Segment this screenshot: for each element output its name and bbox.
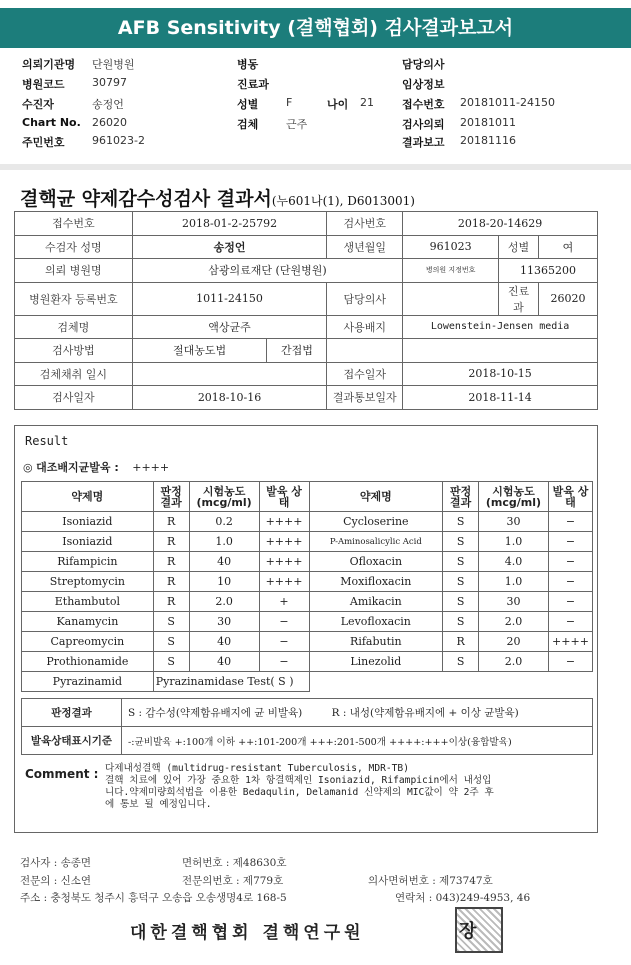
criteria-value	[122, 699, 593, 727]
info-label: 주민번호	[22, 136, 65, 149]
table-row	[15, 362, 598, 386]
info-label: 담당의사	[402, 58, 445, 71]
info-value: 30797	[92, 76, 127, 89]
judge-result: S	[153, 652, 189, 672]
drug-name: Prothionamide	[22, 652, 154, 672]
comment-label: Comment :	[25, 767, 99, 781]
info-value: 근주	[286, 118, 308, 131]
cell-label: 담당의사	[327, 282, 403, 315]
cell-label: 결과통보일자	[327, 386, 403, 410]
growth-status: −	[548, 652, 592, 672]
info-row	[0, 56, 631, 74]
col-header: 시험농도 (mcg/ml)	[479, 482, 549, 512]
table-row	[15, 315, 598, 339]
info-value: 21	[360, 96, 374, 109]
comment-line: 니다.약제미량희석법을 이용한 Bedaqulin, Delamanid 신약제의 MIC값이 약 2주 후	[105, 787, 494, 798]
info-value: F	[286, 96, 293, 109]
growth-status: −	[548, 572, 592, 592]
control-label: 대조배지균발육 :	[36, 461, 119, 474]
growth-status: ++++	[548, 632, 592, 652]
footer-row	[20, 890, 620, 906]
table-row	[22, 612, 593, 632]
cell-label: 접수번호	[15, 212, 133, 236]
growth-status: −	[548, 532, 592, 552]
judge-result: S	[443, 612, 479, 632]
test-concentration: 2.0	[189, 592, 259, 612]
cell-value: 액상균주	[132, 315, 327, 339]
seal-char: 장	[459, 921, 477, 942]
cell-label: 검사방법	[15, 339, 133, 363]
judge-result: S	[443, 572, 479, 592]
table-row	[15, 339, 598, 363]
test-concentration: 10	[189, 572, 259, 592]
cell-label: 사용배지	[327, 315, 403, 339]
result-heading: Result	[25, 434, 69, 448]
growth-status: +	[259, 592, 309, 612]
drug-name: Levofloxacin	[309, 612, 443, 632]
cell-value: 여	[538, 235, 597, 259]
info-value: 20181116	[460, 134, 516, 147]
drug-name: Cycloserine	[309, 512, 443, 532]
judge-result: S	[443, 512, 479, 532]
report-title-text: 결핵균 약제감수성검사 결과서	[20, 188, 272, 210]
cell-value: 1011-24150	[132, 282, 327, 315]
growth-status: −	[548, 592, 592, 612]
cell-label: 검체명	[15, 315, 133, 339]
col-header: 시험농도 (mcg/ml)	[189, 482, 259, 512]
info-label: 검체	[237, 118, 259, 131]
specialist: 전문의 : 신소연	[20, 875, 92, 887]
drug-name: Linezolid	[309, 652, 443, 672]
table-row	[15, 235, 598, 259]
info-value: 20181011-24150	[460, 96, 555, 109]
growth-status: −	[548, 552, 592, 572]
col-header: 판정 결과	[153, 482, 189, 512]
table-row	[22, 652, 593, 672]
inspector: 검사자 : 송종면	[20, 857, 92, 869]
table-row	[15, 282, 598, 315]
cell-label: 검체채취 일시	[15, 362, 133, 386]
cell-label: 의뢰 병원명	[15, 259, 133, 283]
drug-name: Amikacin	[309, 592, 443, 612]
judge-result: R	[153, 572, 189, 592]
cell-value: 961023	[403, 235, 499, 259]
info-label: Chart No.	[22, 116, 81, 129]
growth-criteria-label: 발육상태표시기준	[22, 727, 122, 755]
cell-value: 2018-10-15	[403, 362, 598, 386]
judge-result: S	[443, 592, 479, 612]
info-value: 961023-2	[92, 134, 145, 147]
table-row	[22, 672, 593, 692]
cell-value: 절대농도법	[132, 339, 267, 363]
cell-value: 송정언	[132, 235, 327, 259]
drug-name: Isoniazid	[22, 512, 154, 532]
growth-status: ++++	[259, 572, 309, 592]
info-row	[0, 76, 631, 94]
judge-result: S	[443, 552, 479, 572]
info-label: 검사의뢰	[402, 118, 445, 131]
info-row	[0, 116, 631, 134]
cell-label: 생년월일	[327, 235, 403, 259]
growth-status: ++++	[259, 552, 309, 572]
footer-row	[20, 855, 620, 871]
growth-status: ++++	[259, 512, 309, 532]
test-concentration: 1.0	[479, 572, 549, 592]
drug-name: Kanamycin	[22, 612, 154, 632]
test-concentration: 40	[189, 552, 259, 572]
growth-status: −	[259, 612, 309, 632]
comment-text	[105, 763, 595, 811]
test-concentration: 2.0	[479, 612, 549, 632]
cell-value: 26020	[538, 282, 597, 315]
criteria-r: R : 내성(약제함유배지에 + 이상 균발육)	[331, 707, 519, 719]
info-label: 나이	[327, 98, 349, 111]
cell-label: 병의원 지정번호	[403, 259, 499, 283]
doctor-license: 의사면허번호 : 제73747호	[368, 875, 493, 887]
cell-label: 진료과	[499, 282, 539, 315]
col-header: 판정 결과	[443, 482, 479, 512]
cell-value: 11365200	[499, 259, 598, 283]
table-row	[22, 532, 593, 552]
info-value: 20181011	[460, 116, 516, 129]
col-header: 발육 상태	[548, 482, 592, 512]
growth-criteria-value: -:균비발육 +:100개 이하 ++:101-200개 +++:201-500개 ++++:+++이상(융합발육)	[122, 727, 593, 755]
cell-value	[403, 282, 499, 315]
table-row	[22, 632, 593, 652]
patient-detail-table	[14, 211, 598, 410]
drug-name: Rifampicin	[22, 552, 154, 572]
info-value: 단원병원	[92, 58, 135, 71]
pza-result: Pyrazinamidase Test( S )	[153, 672, 309, 692]
table-row	[22, 699, 593, 727]
test-concentration: 30	[479, 592, 549, 612]
target-icon: ◎	[23, 461, 33, 474]
judge-result: S	[443, 532, 479, 552]
drug-name: Ofloxacin	[309, 552, 443, 572]
cell-value: Lowenstein-Jensen media	[403, 315, 598, 339]
specialist-number: 전문의번호 : 제779호	[182, 875, 284, 887]
cell-label: 성별	[499, 235, 539, 259]
growth-status: −	[259, 652, 309, 672]
test-concentration: 2.0	[479, 652, 549, 672]
patient-info-block	[0, 52, 631, 162]
growth-status: −	[548, 512, 592, 532]
cell-value: 삼광의료재단 (단원병원)	[132, 259, 402, 283]
info-label: 결과보고	[402, 136, 445, 149]
info-row	[0, 96, 631, 114]
info-label: 임상정보	[402, 78, 445, 91]
table-header-row	[22, 482, 593, 512]
judge-result: R	[153, 512, 189, 532]
organization-name: 대한결핵협회 결핵연구원	[130, 923, 365, 943]
license-number: 면허번호 : 제48630호	[182, 857, 287, 869]
table-row	[15, 259, 598, 283]
info-value: 송정언	[92, 98, 124, 111]
report-title	[20, 184, 415, 211]
footer-row	[20, 873, 620, 889]
info-label: 진료과	[237, 78, 269, 91]
comment-line: 에 통보 될 예정입니다.	[105, 799, 212, 810]
test-concentration: 40	[189, 632, 259, 652]
drug-name: Capreomycin	[22, 632, 154, 652]
cell-value: 2018-20-14629	[403, 212, 598, 236]
address: 주소 : 충청북도 청주시 흥덕구 오송읍 오송생명4로 168-5	[20, 892, 287, 904]
contact: 연락처 : 043)249-4953, 46	[395, 892, 531, 904]
cell-value: 2018-01-2-25792	[132, 212, 327, 236]
growth-status: −	[259, 632, 309, 652]
comment-line: 다제내성결핵 (multidrug-resistant Tuberculosis, MDR-TB)	[105, 763, 409, 774]
table-row	[22, 552, 593, 572]
info-label: 의뢰기관명	[22, 58, 76, 71]
official-seal	[455, 907, 503, 953]
judge-result: R	[443, 632, 479, 652]
judge-result: R	[153, 532, 189, 552]
test-concentration: 30	[479, 512, 549, 532]
criteria-label: 판정결과	[22, 699, 122, 727]
info-row	[0, 134, 631, 152]
info-label: 병원코드	[22, 78, 65, 91]
info-label: 수진자	[22, 98, 54, 111]
judge-result: R	[153, 592, 189, 612]
drug-name: P-Aminosalicylic Acid	[309, 532, 443, 552]
test-concentration: 0.2	[189, 512, 259, 532]
col-header: 발육 상태	[259, 482, 309, 512]
judge-result: S	[443, 652, 479, 672]
info-label: 접수번호	[402, 98, 445, 111]
growth-status: ++++	[259, 532, 309, 552]
table-row	[22, 727, 593, 755]
col-header: 약제명	[309, 482, 443, 512]
table-row	[15, 212, 598, 236]
drug-name: Isoniazid	[22, 532, 154, 552]
test-concentration: 40	[189, 652, 259, 672]
info-value: 26020	[92, 116, 127, 129]
col-header: 약제명	[22, 482, 154, 512]
drug-name: Rifabutin	[309, 632, 443, 652]
control-growth	[23, 459, 169, 475]
test-concentration: 1.0	[479, 532, 549, 552]
info-label: 성별	[237, 98, 259, 111]
criteria-table	[21, 698, 593, 755]
test-concentration: 4.0	[479, 552, 549, 572]
judge-result: R	[153, 552, 189, 572]
drug-result-table	[21, 481, 593, 692]
test-concentration: 30	[189, 612, 259, 632]
judge-result: S	[153, 632, 189, 652]
drug-name: Pyrazinamid	[22, 672, 154, 692]
table-row	[15, 386, 598, 410]
cell-label: 검사일자	[15, 386, 133, 410]
comment-line: 결핵 치료에 있어 가장 중요한 1차 항결핵제인 Isoniazid, Rifampicin에서 내성입	[105, 775, 492, 786]
result-section	[14, 425, 598, 833]
section-divider	[0, 164, 631, 170]
table-row	[22, 592, 593, 612]
growth-status: −	[548, 612, 592, 632]
cell-label: 병원환자 등록번호	[15, 282, 133, 315]
test-concentration: 20	[479, 632, 549, 652]
table-row	[22, 572, 593, 592]
cell-label: 접수일자	[327, 362, 403, 386]
judge-result: S	[153, 612, 189, 632]
cell-value: 간접법	[267, 339, 327, 363]
cell-label: 수검자 성명	[15, 235, 133, 259]
report-subtitle: (누601나(1), D6013001)	[271, 194, 415, 208]
criteria-s: S : 감수성(약제함유배지에 균 비발육)	[128, 707, 303, 719]
cell-value	[132, 362, 327, 386]
info-label: 병동	[237, 58, 259, 71]
control-value: ++++	[132, 461, 170, 474]
drug-name: Moxifloxacin	[309, 572, 443, 592]
test-concentration: 1.0	[189, 532, 259, 552]
report-header-title: AFB Sensitivity (결핵협회) 검사결과보고서	[0, 8, 631, 48]
drug-name: Ethambutol	[22, 592, 154, 612]
drug-name: Streptomycin	[22, 572, 154, 592]
cell-value: 2018-10-16	[132, 386, 327, 410]
cell-value: 2018-11-14	[403, 386, 598, 410]
table-row	[22, 512, 593, 532]
cell-label: 검사번호	[327, 212, 403, 236]
